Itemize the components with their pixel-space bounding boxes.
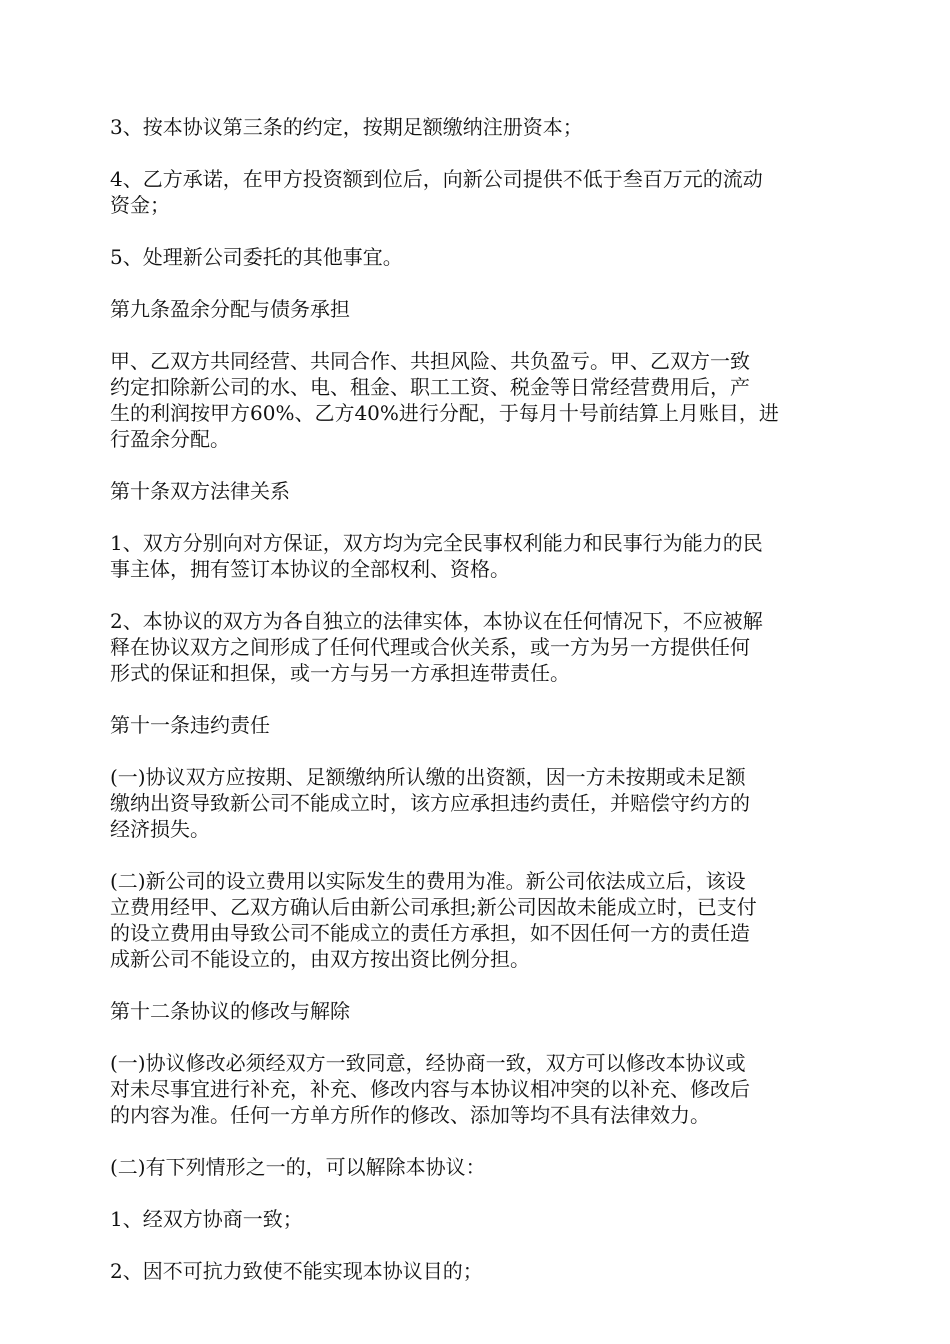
paragraph [110, 1206, 840, 1232]
paragraph [110, 166, 840, 218]
text-line: 第十一条违约责任 [110, 713, 270, 737]
text-line: 释在协议双方之间形成了任何代理或合伙关系，或一方为另一方提供任何 [110, 635, 750, 659]
text-line: 事主体，拥有签订本协议的全部权利、资格。 [110, 557, 510, 581]
paragraph [110, 478, 840, 504]
text-line: 4、乙方承诺，在甲方投资额到位后，向新公司提供不低于叁百万元的流动 [110, 167, 763, 191]
text-line: 立费用经甲、乙双方确认后由新公司承担;新公司因故未能成立时，已支付 [110, 895, 757, 919]
paragraph [110, 114, 840, 140]
text-line: 缴纳出资导致新公司不能成立时，该方应承担违约责任，并赔偿守约方的 [110, 791, 750, 815]
text-line: 1、双方分别向对方保证，双方均为完全民事权利能力和民事行为能力的民 [110, 531, 763, 555]
text-line: 1、经双方协商一致； [110, 1207, 303, 1231]
text-line: 约定扣除新公司的水、电、租金、职工工资、税金等日常经营费用后，产 [110, 375, 750, 399]
text-line: (一)协议双方应按期、足额缴纳所认缴的出资额，因一方未按期或未足额 [110, 765, 746, 789]
paragraph [110, 1050, 840, 1128]
text-line: 第九条盈余分配与债务承担 [110, 297, 350, 321]
paragraph [110, 998, 840, 1024]
text-line: 生的利润按甲方60%、乙方40%进行分配，于每月十号前结算上月账目，进 [110, 401, 779, 425]
paragraph [110, 712, 840, 738]
text-line: 甲、乙双方共同经营、共同合作、共担风险、共负盈亏。甲、乙双方一致 [110, 349, 750, 373]
text-line: 成新公司不能设立的，由双方按出资比例分担。 [110, 947, 530, 971]
text-line: 的内容为准。任何一方单方所作的修改、添加等均不具有法律效力。 [110, 1103, 710, 1127]
text-line: 经济损失。 [110, 817, 210, 841]
paragraph [110, 244, 840, 270]
paragraph [110, 296, 840, 322]
text-line: 行盈余分配。 [110, 427, 230, 451]
text-line: 资金； [110, 193, 170, 217]
paragraph [110, 1258, 840, 1284]
text-line: 3、按本协议第三条的约定，按期足额缴纳注册资本； [110, 115, 583, 139]
text-line: 2、因不可抗力致使不能实现本协议目的； [110, 1259, 483, 1283]
text-line: 5、处理新公司委托的其他事宜。 [110, 245, 403, 269]
text-line: (一)协议修改必须经双方一致同意，经协商一致，双方可以修改本协议或 [110, 1051, 746, 1075]
paragraph [110, 764, 840, 842]
paragraph [110, 348, 840, 452]
paragraph [110, 1154, 840, 1180]
paragraph [110, 608, 840, 686]
paragraph [110, 868, 840, 972]
paragraph [110, 530, 840, 582]
text-line: (二)有下列情形之一的，可以解除本协议： [110, 1155, 486, 1179]
text-line: 第十条双方法律关系 [110, 479, 290, 503]
text-line: 第十二条协议的修改与解除 [110, 999, 350, 1023]
text-line: 形式的保证和担保，或一方与另一方承担连带责任。 [110, 661, 570, 685]
text-line: 的设立费用由导致公司不能成立的责任方承担，如不因任何一方的责任造 [110, 921, 750, 945]
document-page [110, 114, 840, 1284]
text-line: 2、本协议的双方为各自独立的法律实体，本协议在任何情况下，不应被解 [110, 609, 763, 633]
text-line: (二)新公司的设立费用以实际发生的费用为准。新公司依法成立后，该设 [110, 869, 746, 893]
text-line: 对未尽事宜进行补充，补充、修改内容与本协议相冲突的以补充、修改后 [110, 1077, 750, 1101]
